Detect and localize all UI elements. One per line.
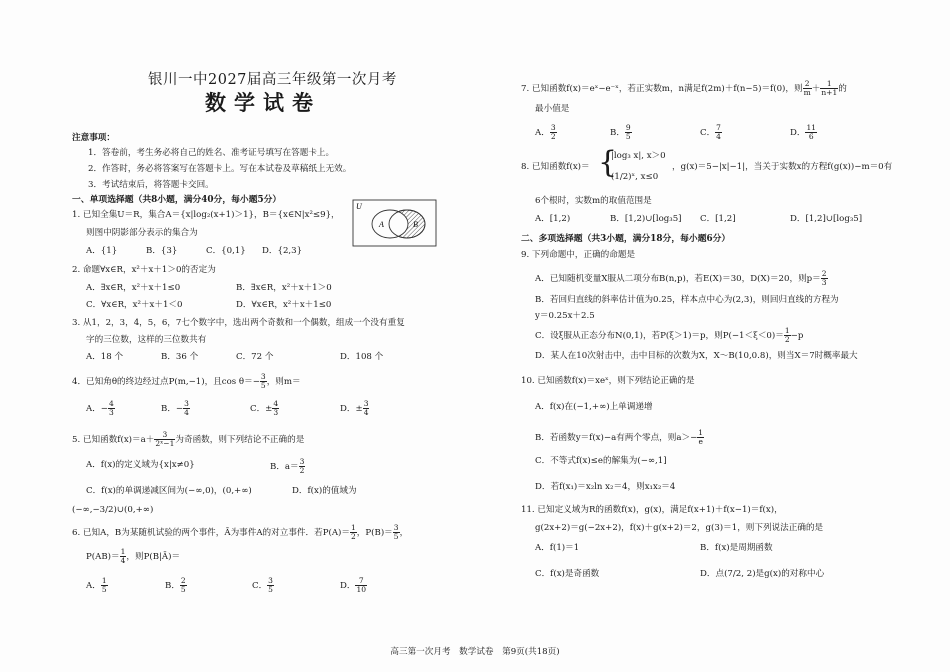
q11-stem-line1: 11. 已知定义域为R的函数f(x)，g(x)，满足f(x+1)＋f(x−1)＝f(x)， — [521, 505, 783, 515]
q7-option-c: C． $\frac{7}{4}$ — [700, 123, 721, 141]
q2-option-d: D．∀x∈R，x²＋x＋1≤0 — [236, 300, 332, 310]
q11-stem-line2: g(2x+2)＝g(−2x+2)，f(x)＋g(x+2)＝2，g(3)＝1，则下列说法正确的是 — [535, 523, 824, 533]
q4-option-a: A．− $\frac{4}{3}$ — [86, 399, 114, 417]
q3-stem-line1: 3. 从1，2，3，4，5，6，7七个数字中，选出两个奇数和一个偶数，组成一个没有重复 — [72, 318, 405, 328]
q10-option-a: A．f(x)在(−1,+∞)上单调递增 — [535, 402, 653, 412]
q3-option-b: B．36 个 — [161, 352, 199, 362]
q8-stem-rest: ，g(x)＝5−|x|−1|，当关于实数x的方程f(g(x))−m＝0有 — [672, 162, 893, 172]
q8-case-2: (1/2)ˣ, x≤0 — [611, 172, 659, 182]
note-item-2: 2．作答时，务必将答案写在答题卡上。写在本试卷及草稿纸上无效。 — [88, 164, 352, 174]
q4-stem: 4．已知角θ的终边经过点P(m,−1)，且cos θ＝− $\frac{3}{5}$ ，则m＝ — [72, 372, 301, 390]
q8-option-c: C．[1,2] — [700, 214, 736, 224]
venn-set-a-circle — [372, 210, 408, 238]
q11-option-d: D．点(7/2, 2)是g(x)的对称中心 — [700, 569, 825, 579]
q2-option-c: C．∀x∈R，x²＋x＋1＜0 — [86, 300, 183, 310]
q8-option-b: B．[1,2)∪[log₃5] — [610, 214, 682, 224]
q9-stem: 9. 下列命题中，正确的命题是 — [521, 250, 636, 260]
q5-option-d-label: D．f(x)的值域为 — [292, 486, 357, 496]
q9-option-b-line1: B．若回归直线的斜率估计值为0.25，样本点中心为(2,3)，则回归直线的方程为 — [535, 295, 839, 305]
venn-b-label: B — [413, 220, 418, 229]
q1-option-b: B．{3} — [146, 246, 178, 256]
q6-option-b: B． $\frac{2}{5}$ — [165, 576, 186, 594]
q5-option-c: C．f(x)的单调递减区间为(−∞,0)，(0,+∞) — [86, 486, 252, 496]
q1-option-a: A．{1} — [86, 246, 118, 256]
q11-option-a: A．f(1)＝1 — [535, 543, 580, 553]
q2-stem: 2. 命题∀x∈R，x²＋x＋1＞0的否定为 — [72, 265, 216, 275]
q10-stem: 10. 已知函数f(x)＝xeˣ，则下列结论正确的是 — [521, 376, 695, 386]
section-2-heading: 二、多项选择题（共3小题，满分18分，每小题6分） — [521, 234, 731, 244]
q3-option-a: A．18 个 — [86, 352, 124, 362]
q4-option-b: B．− $\frac{3}{4}$ — [161, 399, 189, 417]
q8-option-d: D．[1,2]∪[log₃5] — [790, 214, 863, 224]
q10-option-b: B．若函数y＝f(x)−a有两个零点，则a＞− $\frac{1}{e}$ — [535, 428, 704, 446]
q9-option-d: D．某人在10次射击中，击中目标的次数为X，X～B(10,0.8)，则当X＝7时概率最大 — [535, 351, 858, 361]
note-item-3: 3．考试结束后，将答题卡交回。 — [88, 180, 214, 190]
q6-option-d: D． $\frac{7}{10}$ — [340, 576, 367, 594]
q3-option-d: D．108 个 — [340, 352, 384, 362]
q10-option-c: C．不等式f(x)≤e的解集为(−∞,1] — [535, 456, 667, 466]
q2-option-a: A．∃x∈R，x²＋x＋1≤0 — [86, 283, 181, 293]
q7-stem-line2: 最小值是 — [535, 104, 570, 114]
q11-option-c: C．f(x)是奇函数 — [535, 569, 600, 579]
notes-heading: 注意事项： — [72, 133, 115, 143]
q6-stem-line1: 6. 已知A，B为某随机试验的两个事件，Ā为事件A的对立事件．若P(A)＝ $\frac{1}{2}$ ，P(B)＝ $\frac{3}{5}$ ， — [72, 523, 409, 541]
q4-stem-fraction: $\frac{3}{5}$ — [260, 372, 266, 390]
q1-stem-line1: 1. 已知全集U＝R，集合A＝{x|log₂(x+1)＞1}，B＝{x∈N|x²≤9}， — [72, 210, 340, 220]
q9-option-c: C．设ξ服从正态分布N(0,1)，若P(ξ＞1)＝p，则P(−1＜ξ＜0)＝ $\frac{1}{2}$ −p — [535, 326, 804, 344]
q6-option-c: C． $\frac{3}{5}$ — [252, 576, 273, 594]
q11-option-b: B．f(x)是周期函数 — [700, 543, 773, 553]
q4-option-d: D．± $\frac{3}{4}$ — [340, 399, 369, 417]
q1-option-d: D．{2,3} — [262, 246, 303, 256]
section-1-heading: 一、单项选择题（共8小题，满分40分，每小题5分） — [72, 195, 282, 205]
q1-option-c: C．{0,1} — [206, 246, 246, 256]
note-item-1: 1．答卷前，考生务必将自己的姓名、准考证号填写在答题卡上。 — [88, 148, 335, 158]
q5-option-d-range: (−∞,−3/2)∪(0,+∞) — [72, 505, 154, 515]
q7-option-d: D． $\frac{11}{6}$ — [790, 123, 817, 141]
exam-subject-title: 数学试卷 — [205, 90, 321, 115]
q1-stem-line2: 则图中阴影部分表示的集合为 — [86, 228, 198, 238]
q1-venn-diagram — [352, 199, 437, 247]
q9-option-a: A．已知随机变量X服从二项分布B(n,p)，若E(X)＝30，D(X)＝20，则p＝ $\frac{2}{3}$ — [535, 269, 827, 287]
q8-option-a: A．[1,2) — [535, 214, 571, 224]
q4-option-c: C．± $\frac{4}{3}$ — [250, 399, 279, 417]
q8-case-1: |log₃ x|, x＞0 — [611, 151, 666, 161]
q5-option-b: B．a＝ $\frac{3}{2}$ — [270, 457, 305, 475]
q5-option-a: A．f(x)的定义域为{x|x≠0} — [86, 460, 195, 470]
q7-stem-line1: 7. 已知函数f(x)＝eˣ−e⁻ˣ，若正实数m，n满足f(2m)＋f(n−5)＝f(0)，则 $\frac{2}{m}$ ＋ $\frac{1}{n+1}$ 的 — [521, 79, 847, 97]
q6-stem-line2: P(AB)＝ $\frac{1}{4}$ ，则P(B|Ā)＝ — [86, 547, 181, 565]
q8-piecewise-brace: { — [598, 145, 618, 180]
exam-school-title: 银川一中2027届高三年级第一次月考 — [148, 72, 397, 88]
q8-stem-line2: 6个根时，实数m的取值范围是 — [535, 196, 652, 206]
q7-option-b: B． $\frac{9}{5}$ — [610, 123, 631, 141]
venn-a-label: A — [379, 220, 384, 229]
page-footer: 高三第一次月考 数学试卷 第9页(共18页) — [390, 647, 560, 657]
q10-option-d: D．若f(x₁)＝x₂ln x₂＝4，则x₁x₂＝4 — [535, 482, 676, 492]
q7-option-a: A． $\frac{3}{2}$ — [535, 123, 556, 141]
q3-option-c: C．72 个 — [236, 352, 274, 362]
venn-u-label: U — [356, 202, 362, 211]
q6-option-a: A． $\frac{1}{5}$ — [86, 576, 107, 594]
q8-stem-prefix: 8. 已知函数f(x)＝ — [521, 162, 590, 172]
q2-option-b: B．∃x∈R，x²＋x＋1＞0 — [236, 283, 332, 293]
q9-option-b-line2: y＝0.25x＋2.5 — [535, 311, 595, 321]
q3-stem-line2: 字的三位数，这样的三位数共有 — [86, 335, 207, 345]
q5-stem: 5. 已知函数f(x)＝a＋ $\frac{3}{\text{2ˣ−1}}$ 为奇函数，则下列结论不正确的是 — [72, 430, 305, 448]
